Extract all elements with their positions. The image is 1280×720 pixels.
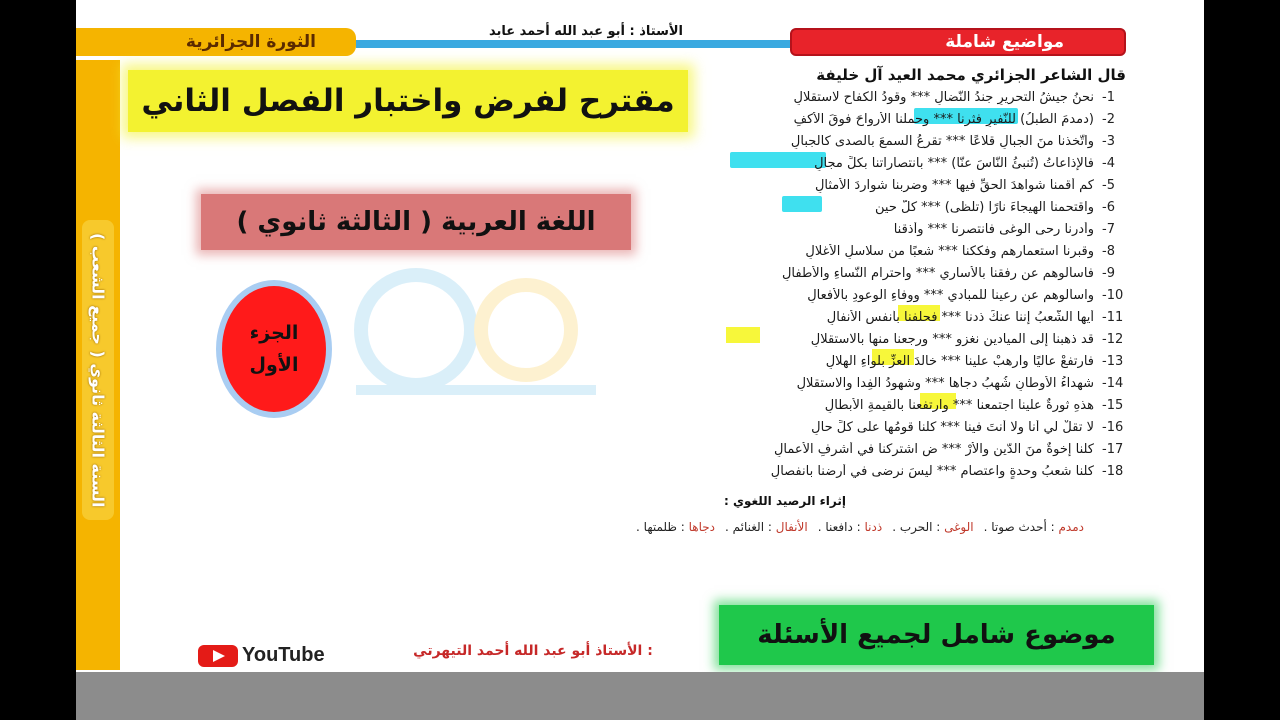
poem-line [396, 152, 1136, 174]
poem-line-text: لا تقلْ لي أنا ولا أنتَ فينا *** كلّنا قومُها على كلِّ حالِ [811, 419, 1094, 435]
header-teacher: الأستاذ : أبو عبد الله أحمد عابد [488, 24, 684, 39]
side-strip-label: السنة الثالثة ثانوي ( جميع الشعب ) [88, 232, 108, 508]
vocab-title: إثراء الرصيد اللغوي : [724, 494, 846, 508]
side-strip [76, 60, 120, 670]
part-badge [216, 280, 332, 418]
footer-teacher: : الأستاذ أبو عبد الله أحمد التيهرتي [413, 643, 653, 659]
poem-line [396, 416, 1136, 438]
poem-intro: قال الشاعر الجزائري محمد العيد آل خليفة [816, 66, 1126, 84]
poem-line-text: كلّنا إخوةٌ منَ الدّينِ والأرْ *** ضِ اشتركنا في أشرفِ الأعمالِ [773, 441, 1094, 457]
vocab-word: الوغى [944, 520, 974, 534]
vocab-meaning: : الغنائم . [725, 520, 772, 534]
youtube-play-icon [198, 645, 238, 667]
poem-line [396, 284, 1136, 306]
vocab-word: الأنفال [775, 520, 808, 534]
poem-line-text: كم أقمنا شواهدَ الحقِّ فيها *** وضربنا شواردَ الأمثالِ [814, 177, 1094, 193]
side-strip-label-box [82, 220, 114, 520]
category-label: مواضيع شاملة [945, 32, 1064, 52]
poem-line [396, 460, 1136, 482]
poem-line-text: نحنُ جيشُ التحريرِ جندُ النّضالِ *** وقودُ الكفاحِ لاستقلالِ [793, 89, 1094, 105]
poem-line-text: شهداءُ الأوطانِ شُهبُ دجاها *** وشهودُ الفِدا والاستقلالِ [796, 375, 1094, 391]
poem-line [396, 262, 1136, 284]
topic-label: الثورة الجزائرية [185, 32, 316, 52]
vocab-meaning: : ظلمتها . [636, 520, 685, 534]
poem-line [396, 328, 1136, 350]
poem-line-number: -10 [1102, 287, 1124, 303]
poem-line [396, 372, 1136, 394]
poem-line-number: -13 [1102, 353, 1124, 369]
poem-line-number: -15 [1102, 397, 1124, 413]
poem-line-text: وقبرنا استعمارهم وفككنا *** شعبًا من سلاسلِ الأغلالِ [805, 243, 1094, 259]
poem-line-text: هذهِ ثورةٌ علينا اجتمعنا *** وارتفعنا بالقيمةِ الأبطالِ [824, 397, 1094, 413]
youtube-badge [198, 644, 325, 667]
poem-line-number: -14 [1102, 375, 1124, 391]
poem-line-number: -6 [1102, 199, 1115, 215]
poem-line-text: واتّخذنا منَ الجبالِ قلاعًا *** تقرعُ السمعَ بالصدى كالجبالِ [790, 133, 1094, 149]
poem-line-text: كلّنا شعبُ وحدةٍ واعتصامٍ *** ليسَ نرضى في أرضنا بانفصالِ [770, 463, 1094, 479]
vocab-meaning: : الحرب . [892, 520, 941, 534]
youtube-label: YouTube [242, 644, 325, 666]
header-divider [356, 40, 796, 48]
part-badge-line1: الجزء [249, 322, 299, 344]
poem-line [396, 438, 1136, 460]
vocab-word: ذدنا [864, 520, 883, 534]
poem-line [396, 306, 1136, 328]
vocab-word: دجاها [688, 520, 716, 534]
poem-line-text: واقتحمنا الهيجاءَ نارًا (تلظّى) *** كلُّ حينٍ [875, 199, 1094, 215]
bottom-band [76, 672, 1204, 720]
title-banner: مقترح لفرض واختبار الفصل الثاني [128, 70, 688, 132]
poem-line [396, 130, 1136, 152]
poem-line-number: -18 [1102, 463, 1124, 479]
poem-line-number: -4 [1102, 155, 1115, 171]
poem-line-number: -5 [1102, 177, 1115, 193]
subject-banner: اللغة العربية ( الثالثة ثانوي ) [201, 194, 631, 250]
poem-line [396, 350, 1136, 372]
poem-line-number: -1 [1102, 89, 1115, 105]
poem-line-text: واسألوهم عن رعينا للمبادي *** ووفاءِ الوعودِ بالأفعالِ [807, 287, 1094, 303]
poem-line-text: قد ذهبنا إلى الميادينِ نغزو *** ورجعنا منها بالاستقلالِ [810, 331, 1094, 347]
poem-line [396, 174, 1136, 196]
poem-line-text: فاسألوهم عن رفقنا بالأساري *** واحترامِ النّساءِ والأطفالِ [781, 265, 1094, 281]
part-badge-line2: الأول [249, 354, 299, 376]
poem-line [396, 394, 1136, 416]
vocab-meaning: : دافعنا . [817, 520, 861, 534]
poem-line-number: -11 [1102, 309, 1124, 325]
poem-line-number: -9 [1102, 265, 1115, 281]
poem-line-number: -3 [1102, 133, 1115, 149]
poem-line-text: (دمدمَ الطّبلُ) للنّفيرِ فثرنا *** وحملنا الأرواحَ فوقَ الأكفِ [793, 111, 1094, 127]
poem-line-number: -7 [1102, 221, 1115, 237]
poem-line-number: -2 [1102, 111, 1115, 127]
poem-line-number: -8 [1102, 243, 1115, 259]
poem-line-number: -16 [1102, 419, 1124, 435]
poem-line-text: وأدرنا رحى الوغى فانتصرنا *** وأذقنا [893, 221, 1094, 237]
poem-line-number: -12 [1102, 331, 1124, 347]
vocab-word: دمدم [1058, 520, 1084, 534]
vocab-meaning: : أحدث صوتا . [983, 520, 1055, 534]
category-tab [790, 28, 1126, 56]
worksheet-page [76, 0, 1204, 720]
poem-line-number: -17 [1102, 441, 1124, 457]
vocab-list [626, 520, 1084, 534]
topic-tab [76, 28, 356, 56]
poem-line-text: أيها الشّعبُ إننا عنكَ ذدنا *** فحلفنا بأنفسِ الأنفالِ [826, 309, 1094, 325]
poem-line-text: فالإذاعاتُ (تُنبئُ النّاسَ عنّا) *** بانتصاراتنا بكلِّ مجالِ [814, 155, 1094, 171]
poem-line-text: فارتفعْ عاليًا وارهبْ علينا *** خالدَ العزِّ بلواءِ الهلالِ [825, 353, 1094, 369]
bottom-banner: موضوع شامل لجميع الأسئلة [719, 605, 1154, 665]
